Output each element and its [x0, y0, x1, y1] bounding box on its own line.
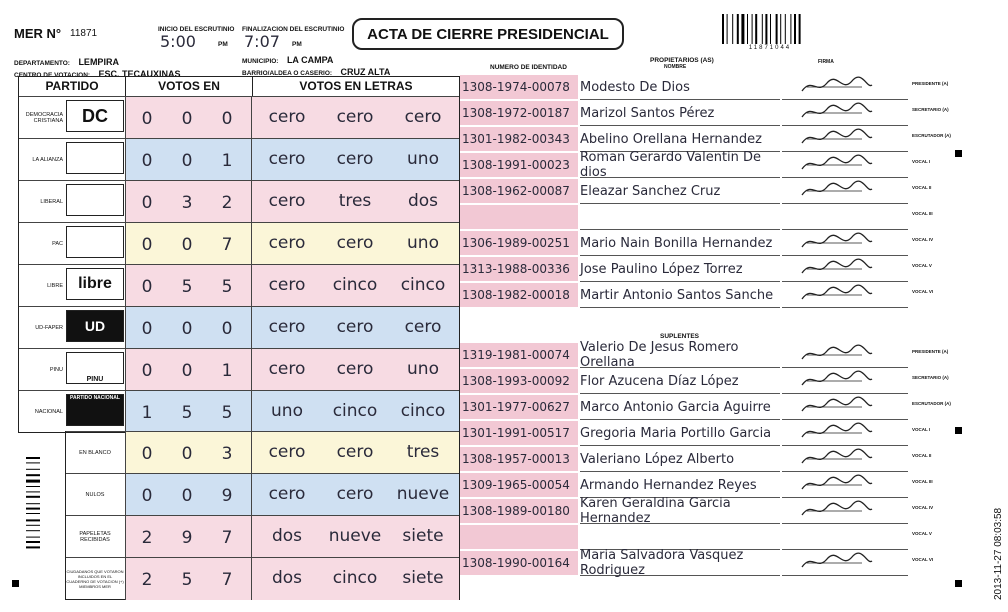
- member-row: [460, 369, 949, 394]
- vote-digit: 0: [141, 109, 153, 129]
- vote-digit: 5: [181, 403, 193, 423]
- member-id: 1308-1982-00018: [460, 283, 578, 307]
- vote-digit: 0: [141, 486, 153, 506]
- member-cargo: VOCAL I: [912, 159, 931, 164]
- member-cargo: VOCAL IV: [912, 237, 934, 242]
- member-id: 1308-1990-00164: [460, 551, 578, 575]
- vote-digit: 0: [181, 319, 193, 339]
- member-signature: [782, 257, 908, 282]
- party-votes-table: [18, 76, 460, 433]
- member-signature: [782, 551, 908, 576]
- member-name: Gregoria Maria Portillo Garcia: [580, 421, 780, 446]
- member-signature: [782, 283, 908, 308]
- member-row: [460, 447, 932, 472]
- member-name: Karen Geraldina Garcia Hernandez: [580, 499, 780, 524]
- vote-digit: 9: [181, 528, 193, 548]
- member-name: Flor Azucena Díaz López: [580, 369, 780, 394]
- vote-word: cero: [268, 317, 306, 337]
- vote-digit: 0: [181, 444, 193, 464]
- party-name: PINU: [49, 367, 63, 373]
- inicio-label: INICIO DEL ESCRUTINIO: [158, 26, 235, 33]
- vote-digit: 2: [221, 193, 233, 213]
- vote-word: cinco: [400, 401, 446, 421]
- vote-word: uno: [407, 149, 439, 169]
- member-cargo: VOCAL V: [912, 263, 932, 268]
- member-cargo: ESCRUTADOR (A): [912, 133, 951, 138]
- vote-digit: 0: [221, 319, 233, 339]
- barcode-top: [720, 14, 820, 44]
- vote-digit: 3: [221, 444, 233, 464]
- totals-name: EN BLANCO: [79, 450, 111, 456]
- party-row: [19, 390, 459, 433]
- vote-word: uno: [271, 401, 303, 421]
- vote-digit: 0: [141, 277, 153, 297]
- vote-word: cero: [404, 317, 442, 337]
- member-id: 1308-1993-00092: [460, 369, 578, 393]
- scan-timestamp: 2013-11-27 08:03:58: [993, 507, 1004, 600]
- member-row: [460, 548, 934, 578]
- vote-word: cero: [336, 233, 374, 253]
- vote-digit: 5: [221, 277, 233, 297]
- marker-square: [955, 150, 962, 157]
- member-cargo: VOCAL III: [912, 211, 933, 216]
- vote-digit: 0: [141, 444, 153, 464]
- member-signature: [782, 499, 908, 524]
- party-name: LA ALIANZA: [32, 157, 63, 163]
- member-name: Jose Paulino López Torrez: [580, 257, 780, 282]
- marker-square: [955, 580, 962, 587]
- municipio-value: LA CAMPA: [286, 55, 334, 65]
- member-id: 1308-1962-00087: [460, 179, 578, 203]
- member-id: 1308-1974-00078: [460, 75, 578, 99]
- suplentes-label: SUPLENTES: [660, 333, 700, 340]
- member-signature: [782, 231, 908, 256]
- party-row: [19, 306, 459, 349]
- party-logo: PINU: [66, 352, 124, 384]
- member-name: Martir Antonio Santos Sanche: [580, 283, 780, 308]
- vote-word: cero: [268, 359, 306, 379]
- member-row: [460, 395, 951, 420]
- centro-label: CENTRO DE VOTACION:: [14, 72, 91, 79]
- barrio-value: CRUZ ALTA: [340, 67, 391, 77]
- totals-name: NULOS: [85, 492, 105, 498]
- member-row: [460, 283, 934, 308]
- vote-digit: 0: [141, 319, 153, 339]
- vote-word: cero: [268, 275, 306, 295]
- marker-square: [955, 427, 962, 434]
- party-row: [19, 222, 459, 265]
- member-signature: [782, 447, 908, 472]
- departamento-value: LEMPIRA: [78, 57, 119, 67]
- member-name: Marizol Santos Pérez: [580, 101, 780, 126]
- vote-digit: 7: [221, 235, 233, 255]
- member-id: 1308-1989-00180: [460, 499, 578, 523]
- party-name: PAC: [52, 241, 63, 247]
- departamento-label: DEPARTAMENTO:: [14, 60, 70, 67]
- member-row: [460, 496, 934, 526]
- mer-number: 11871: [70, 28, 98, 39]
- vote-digit: 1: [221, 151, 233, 171]
- vote-word: cero: [268, 442, 306, 462]
- vote-digit: 0: [141, 193, 153, 213]
- party-logo: DC: [66, 100, 124, 132]
- member-name: [580, 525, 780, 550]
- party-logo: libre: [66, 268, 124, 300]
- vote-word: cero: [336, 107, 374, 127]
- party-row: [19, 96, 459, 139]
- member-row: [460, 101, 949, 126]
- party-name: NACIONAL: [34, 409, 63, 415]
- vote-digit: 2: [141, 528, 153, 548]
- vote-digit: 0: [181, 151, 193, 171]
- member-signature: [782, 127, 908, 152]
- vote-digit: 0: [141, 361, 153, 381]
- totals-table: [65, 431, 460, 600]
- vote-word: uno: [407, 233, 439, 253]
- member-cargo: VOCAL III: [912, 479, 933, 484]
- member-name: Valeriano López Alberto: [580, 447, 780, 472]
- municipio-label: MUNICIPIO:: [242, 58, 279, 65]
- final-value: 7:07: [244, 32, 280, 51]
- member-id: 1301-1982-00343: [460, 127, 578, 151]
- member-cargo: VOCAL II: [912, 453, 932, 458]
- member-name: Armando Hernandez Reyes: [580, 473, 780, 498]
- centro-value: ESC. TECAUXINAS: [98, 69, 181, 79]
- vote-digit: 0: [141, 235, 153, 255]
- vote-word: cero: [268, 107, 306, 127]
- member-row: [460, 421, 931, 446]
- marker-square: [12, 580, 19, 587]
- member-signature: [782, 75, 908, 100]
- inicio-unit: PM: [218, 41, 228, 48]
- member-signature: [782, 525, 908, 550]
- member-cargo: VOCAL VI: [912, 289, 934, 294]
- totals-row: [66, 557, 459, 600]
- header-nombre: NOMBRE: [664, 64, 687, 70]
- vote-digit: 5: [181, 570, 193, 590]
- member-name: Valerio De Jesus Romero Orellana: [580, 343, 780, 368]
- inicio-value: 5:00: [160, 32, 196, 51]
- member-row: [460, 231, 934, 256]
- vote-digit: 2: [141, 570, 153, 590]
- member-signature: [782, 369, 908, 394]
- vote-word: nueve: [396, 484, 450, 504]
- mer-label: MER N°: [14, 26, 62, 41]
- vote-word: tres: [406, 442, 440, 462]
- final-unit: PM: [292, 41, 302, 48]
- barrio-label: BARRIO/ALDEA O CASERIO:: [242, 70, 333, 77]
- totals-row: [66, 431, 459, 474]
- member-name: Roman Gerardo Valentin De dios: [580, 153, 780, 178]
- vote-word: cero: [268, 191, 306, 211]
- member-signature: [782, 343, 908, 368]
- member-id: 1301-1991-00517: [460, 421, 578, 445]
- vote-word: cinco: [332, 275, 378, 295]
- vote-digit: 0: [181, 486, 193, 506]
- member-row: [460, 340, 949, 370]
- party-name: LIBERAL: [40, 199, 63, 205]
- vote-word: cero: [268, 233, 306, 253]
- member-name: [580, 205, 780, 230]
- member-signature: [782, 205, 908, 230]
- vote-digit: 9: [221, 486, 233, 506]
- vote-word: cero: [336, 149, 374, 169]
- vote-word: cero: [336, 484, 374, 504]
- member-row: [460, 75, 949, 100]
- member-cargo: PRESIDENTE (A): [912, 349, 949, 354]
- member-id: 1308-1991-00023: [460, 153, 578, 177]
- vote-word: tres: [338, 191, 372, 211]
- member-row: [460, 473, 933, 498]
- vote-digit: 3: [181, 193, 193, 213]
- vote-word: uno: [407, 359, 439, 379]
- party-row: [19, 348, 459, 391]
- member-name: Modesto De Dios: [580, 75, 780, 100]
- member-signature: [782, 473, 908, 498]
- totals-row: [66, 473, 459, 516]
- member-cargo: SECRETARIO (A): [912, 107, 949, 112]
- member-row: [460, 525, 932, 550]
- party-logo: [66, 226, 124, 258]
- member-signature: [782, 153, 908, 178]
- member-id: 1301-1977-00627: [460, 395, 578, 419]
- vote-digit: 1: [141, 403, 153, 423]
- member-name: Maria Salvadora Vasquez Rodriguez: [580, 551, 780, 576]
- member-signature: [782, 179, 908, 204]
- member-row: [460, 127, 951, 152]
- party-row: [19, 138, 459, 181]
- vote-word: cero: [336, 317, 374, 337]
- vote-digit: 5: [181, 277, 193, 297]
- vote-word: cero: [336, 442, 374, 462]
- member-cargo: ESCRUTADOR (A): [912, 401, 951, 406]
- vote-digit: 7: [221, 570, 233, 590]
- member-cargo: PRESIDENTE (A): [912, 81, 949, 86]
- party-name: UD-FAPER: [35, 325, 63, 331]
- member-name: Eleazar Sanchez Cruz: [580, 179, 780, 204]
- vote-digit: 0: [141, 151, 153, 171]
- member-id: 1306-1989-00251: [460, 231, 578, 255]
- vote-word: cero: [268, 484, 306, 504]
- final-label: FINALIZACION DEL ESCRUTINIO: [242, 26, 345, 33]
- totals-name: CIUDADANOS QUE VOTARON INCLUIDOS EN EL CUADERNO DE VOTACION (+) MIEMBROS MER: [66, 569, 124, 589]
- member-cargo: VOCAL II: [912, 185, 932, 190]
- member-name: Abelino Orellana Hernandez: [580, 127, 780, 152]
- vote-digit: 0: [181, 361, 193, 381]
- header-identidad: NUMERO DE IDENTIDAD: [490, 64, 567, 71]
- vote-digit: 0: [181, 235, 193, 255]
- member-signature: [782, 101, 908, 126]
- member-name: Marco Antonio Garcia Aguirre: [580, 395, 780, 420]
- party-logo: [66, 142, 124, 174]
- vote-digit: 0: [181, 109, 193, 129]
- party-logo: UD: [66, 310, 124, 342]
- member-cargo: VOCAL V: [912, 531, 932, 536]
- member-signature: [782, 395, 908, 420]
- header-propietarios: PROPIETARIOS (AS): [650, 57, 714, 64]
- vote-word: dos: [407, 191, 439, 211]
- member-name: Mario Nain Bonilla Hernandez: [580, 231, 780, 256]
- vote-digit: 0: [221, 109, 233, 129]
- totals-name: PAPELETAS RECIBIDAS: [79, 531, 111, 543]
- member-signature: [782, 421, 908, 446]
- member-cargo: SECRETARIO (A): [912, 375, 949, 380]
- header-partido: PARTIDO: [45, 79, 99, 93]
- vote-word: siete: [402, 526, 444, 546]
- vote-word: siete: [402, 568, 444, 588]
- member-id: 1308-1957-00013: [460, 447, 578, 471]
- vote-word: dos: [271, 526, 303, 546]
- header-letras: VOTOS EN LETRAS: [252, 77, 459, 96]
- member-id: 1319-1981-00074: [460, 343, 578, 367]
- member-id: 1313-1988-00336: [460, 257, 578, 281]
- vote-word: cero: [268, 149, 306, 169]
- barcode-left: [26, 455, 48, 580]
- vote-word: cinco: [332, 568, 378, 588]
- member-id: [460, 525, 578, 549]
- party-name: DEMOCRACIA CRISTIANA: [25, 112, 63, 124]
- document-title: ACTA DE CIERRE PRESIDENCIAL: [352, 18, 624, 50]
- vote-word: dos: [271, 568, 303, 588]
- member-id: 1309-1965-00054: [460, 473, 578, 497]
- member-cargo: VOCAL VI: [912, 557, 934, 562]
- header-numeros: VOTOS EN: [125, 77, 252, 96]
- vote-word: cinco: [332, 401, 378, 421]
- member-row: [460, 150, 931, 180]
- vote-digit: 1: [221, 361, 233, 381]
- party-row: [19, 180, 459, 223]
- vote-word: cero: [336, 359, 374, 379]
- party-logo: PARTIDO NACIONAL: [66, 394, 124, 426]
- vote-digit: 7: [221, 528, 233, 548]
- member-id: [460, 205, 578, 229]
- member-row: [460, 179, 932, 204]
- vote-digit: 5: [221, 403, 233, 423]
- party-row: [19, 264, 459, 307]
- totals-row: [66, 515, 459, 558]
- member-row: [460, 257, 932, 282]
- party-logo: [66, 184, 124, 216]
- barcode-top-number: 11871044: [748, 45, 792, 51]
- vote-word: nueve: [328, 526, 382, 546]
- member-row: [460, 205, 933, 230]
- vote-word: cinco: [400, 275, 446, 295]
- member-cargo: VOCAL I: [912, 427, 931, 432]
- member-cargo: VOCAL IV: [912, 505, 934, 510]
- member-id: 1308-1972-00187: [460, 101, 578, 125]
- header-firma: FIRMA: [818, 59, 834, 65]
- party-name: LIBRE: [47, 283, 63, 289]
- vote-word: cero: [404, 107, 442, 127]
